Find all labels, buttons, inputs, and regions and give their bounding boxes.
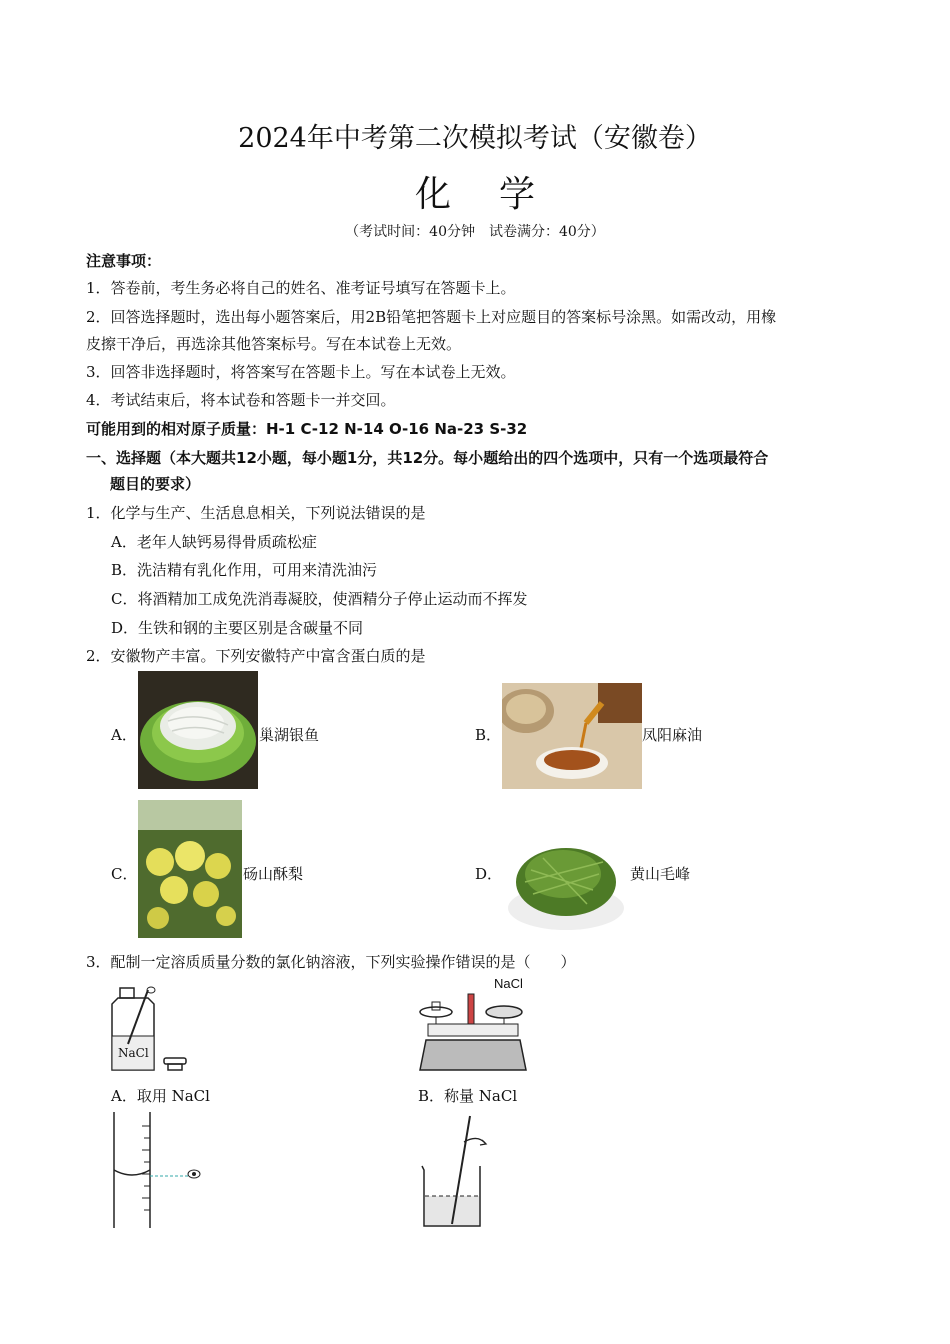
beaker-diagram: [418, 1112, 498, 1230]
silverfish-image: [138, 671, 258, 789]
question-stem: 3．配制一定溶质质量分数的氯化钠溶液，下列实验操作错误的是（ ）: [86, 953, 576, 971]
option-a: A．取用 NaCl: [111, 1087, 210, 1105]
option-b: B．称量 NaCl: [418, 1087, 518, 1105]
notice-item: 4．考试结束后，将本试卷和答题卡一并交回。: [86, 391, 396, 409]
exam-title: 2024年中考第二次模拟考试（安徽卷）: [238, 123, 712, 154]
section-heading-cont: 题目的要求）: [110, 475, 201, 493]
exam-info: （考试时间：40分钟 试卷满分：40分）: [345, 224, 605, 240]
notice-item: 2．回答选择题时，选出每小题答案后，用2B铅笔把答题卡上对应题目的答案标号涂黑。如需改动，用橡: [86, 308, 777, 326]
balance-label: NaCl: [494, 976, 523, 991]
option-d-label: 黄山毛峰: [630, 865, 691, 883]
section-heading: 一、选择题（本大题共12小题，每小题1分，共12分。每小题给出的四个选项中，只有一个选项最符合: [86, 449, 769, 467]
option-d: D．生铁和钢的主要区别是含碳量不同: [111, 619, 364, 637]
question-stem: 2．安徽物产丰富。下列安徽特产中富含蛋白质的是: [86, 647, 426, 665]
subject-title: 化学: [414, 174, 583, 215]
option-b-letter: B．: [475, 726, 502, 744]
graduated-cylinder-diagram: [108, 1112, 208, 1230]
balance-diagram: [418, 990, 528, 1074]
notice-item: 1．答卷前，考生务必将自己的姓名、准考证号填写在答题卡上。: [86, 279, 516, 297]
option-c: C．将酒精加工成免洗消毒凝胶，使酒精分子停止运动而不挥发: [111, 590, 528, 608]
option-c-letter: C．: [111, 865, 138, 883]
option-a-letter: A．: [111, 726, 137, 744]
notice-heading: 注意事项：: [86, 252, 162, 270]
atomic-masses: 可能用到的相对原子质量：H-1 C-12 N-14 O-16 Na-23 S-32: [86, 420, 528, 438]
reagent-bottle-diagram: [108, 984, 192, 1074]
option-c-label: 砀山酥梨: [243, 865, 304, 883]
pear-image: [138, 800, 242, 938]
notice-item: 3．回答非选择题时，将答案写在答题卡上。写在本试卷上无效。: [86, 363, 516, 381]
notice-item: 皮擦干净后，再选涂其他答案标号。写在本试卷上无效。: [86, 335, 462, 353]
option-a: A．老年人缺钙易得骨质疏松症: [111, 533, 317, 551]
option-d-letter: D．: [475, 865, 503, 883]
question-stem: 1．化学与生产、生活息息相关，下列说法错误的是: [86, 504, 426, 522]
option-b: B．洗洁精有乳化作用，可用来清洗油污: [111, 561, 378, 579]
option-b-label: 凤阳麻油: [642, 726, 703, 744]
sesame-oil-image: [502, 683, 642, 789]
tea-image: [503, 812, 629, 938]
option-a-label: 巢湖银鱼: [259, 726, 320, 744]
bottle-label: NaCl: [118, 1046, 149, 1060]
